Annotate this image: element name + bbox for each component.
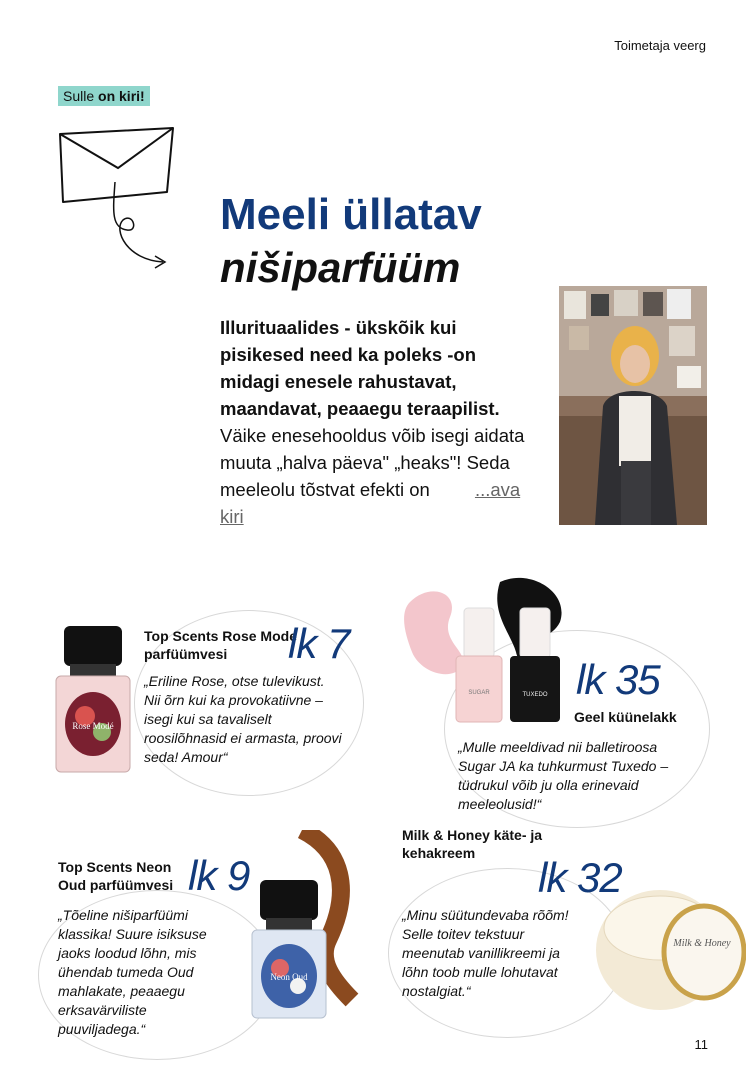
bottle-label: Rose Modé — [72, 721, 114, 731]
bottle-label: Neon Oud — [270, 972, 308, 982]
neon-oud-bottle — [232, 830, 362, 1020]
section-label: Toimetaja veerg — [614, 38, 706, 53]
tag-bold: on kiri! — [98, 88, 145, 104]
polish-label-1: SUGAR — [468, 690, 490, 696]
page-reference[interactable]: lk 7 — [288, 620, 350, 667]
page-reference[interactable]: lk 35 — [576, 656, 660, 703]
open-letter-link[interactable]: ...ava kiri — [220, 479, 521, 527]
letter-tag — [58, 86, 150, 106]
intro-body: Väike enesehooldus võib isegi aidata muuta „halva päeva" „heaks"! Seda meeleolu tõstvat efekti on — [220, 425, 525, 500]
page-reference[interactable]: lk 9 — [188, 852, 250, 899]
product-title: Geel küünelakk — [574, 709, 677, 725]
headline-subtitle: nišiparfüüm — [220, 244, 461, 291]
milk-honey-jar — [594, 878, 746, 1028]
polish-label-2: TUXEDO — [522, 692, 548, 698]
product-title: Top Scents Neon Oud parfüümvesi — [58, 859, 174, 893]
intro-text — [220, 314, 540, 530]
product-title: Top Scents Rose Mode parfüümvesi — [144, 628, 297, 662]
intro-bold: Illurituaalides - ükskõik kui pisikesed need ka poleks -on midagi enesele rahustavat, maandavat, peaaegu teraapilist. — [220, 317, 500, 419]
editor-photo — [559, 286, 707, 525]
page-reference[interactable]: lk 32 — [538, 854, 622, 901]
product-quote: „Eriline Rose, otse tulevikust. Nii õrn kui ka provokatiivne – isegi kui sa tavaliselt roosilõhnasid ei armasta, proovi seda! Amour“ — [144, 673, 342, 765]
envelope-icon — [55, 120, 180, 270]
nail-polish-bottles — [400, 572, 576, 724]
product-title: Milk & Honey käte- ja kehakreem — [402, 827, 543, 861]
tag-normal: Sulle — [63, 88, 95, 104]
page-number: 11 — [694, 1037, 708, 1052]
rose-mode-bottle — [50, 626, 136, 774]
product-quote: „Mulle meeldivad nii balletiroosa Sugar JA ka tuhkurmust Tuxedo – tüdrukul võib ju olla erinevaid meeleolusid!“ — [458, 739, 669, 812]
jar-label: Milk & Honey — [673, 938, 731, 949]
product-quote: „Minu süütundevaba rõõm! Selle toitev tekstuur meenutab vanillikreemi ja lõhn toob mulle lohutavat nostalgiat.“ — [402, 907, 569, 999]
headline: Meeli üllatav — [220, 190, 482, 239]
product-quote: „Tõeline nišiparfüümi klassika! Suure isiksuse jaoks loodud lõhn, mis ühendab tumeda Oud mahlakate, peaaegu erksavärviliste puuviljadega.“ — [58, 907, 207, 1037]
